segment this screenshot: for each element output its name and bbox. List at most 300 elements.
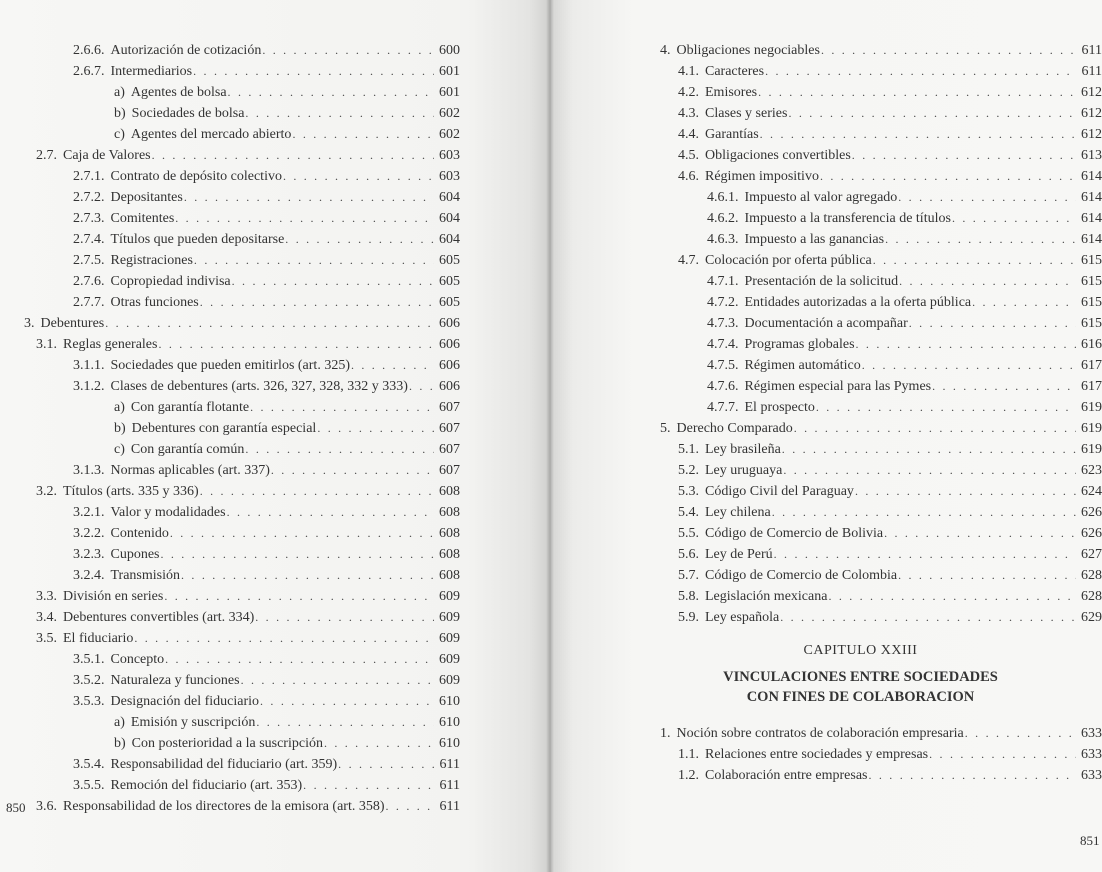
dot-leader <box>820 166 1076 187</box>
toc-entry-page: 601 <box>439 64 460 79</box>
toc-entry-page: 612 <box>1081 106 1102 121</box>
toc-entry-number: 4.7.6. <box>707 379 739 394</box>
dot-leader <box>292 124 434 145</box>
toc-entry-page: 602 <box>439 106 460 121</box>
dot-leader <box>228 82 434 103</box>
toc-entry-page: 626 <box>1081 505 1102 520</box>
toc-entry-number: 3.2. <box>36 484 57 499</box>
toc-entry-title: Ley española <box>705 610 780 625</box>
toc-entry-page: 602 <box>439 127 460 142</box>
toc-entry-number: 3.2.4. <box>73 568 105 583</box>
dot-leader <box>929 744 1076 765</box>
toc-entry-number: a) <box>114 400 125 415</box>
toc-entry-title: Impuesto a las ganancias <box>744 232 885 247</box>
toc-entry-number: 2.7.5. <box>73 253 105 268</box>
toc-entry-title: Con garantía común <box>130 442 245 457</box>
toc-entry <box>36 796 460 817</box>
toc-entry-page: 605 <box>439 253 460 268</box>
toc-entry <box>678 61 1102 82</box>
toc-entry-number: 2.6.6. <box>73 43 105 58</box>
toc-entry <box>73 775 460 796</box>
toc-entry-number: 3.2.3. <box>73 547 105 562</box>
dot-leader <box>898 187 1076 208</box>
toc-entry-number: b) <box>114 421 126 436</box>
toc-entry-title: El fiduciario <box>63 631 134 646</box>
toc-entry-number: 4.7.1. <box>707 274 739 289</box>
left-page-number: 850 <box>6 800 26 815</box>
toc-entry-number: 5.2. <box>678 463 699 478</box>
toc-entry <box>707 376 1102 397</box>
dot-leader <box>780 607 1076 628</box>
toc-entry-title: Agentes del mercado abierto <box>130 127 292 142</box>
toc-entry-number: 3.4. <box>36 610 57 625</box>
toc-entry-title: Legislación mexicana <box>705 589 828 604</box>
toc-entry <box>678 103 1102 124</box>
toc-entry <box>36 607 460 628</box>
dot-leader <box>783 460 1076 481</box>
toc-entry-page: 610 <box>439 715 460 730</box>
toc-entry <box>678 124 1102 145</box>
toc-entry-title: Reglas generales <box>63 337 158 352</box>
toc-entry-page: 606 <box>439 379 460 394</box>
toc-entry-number: 2.7. <box>36 148 57 163</box>
toc-entry-page: 610 <box>439 736 460 751</box>
toc-entry-page: 608 <box>439 526 460 541</box>
dot-leader <box>855 481 1076 502</box>
toc-entry-number: 3. <box>24 316 35 331</box>
toc-entry-number: 5.4. <box>678 505 699 520</box>
toc-entry-number: 5.5. <box>678 526 699 541</box>
toc-entry <box>678 565 1102 586</box>
toc-entry <box>114 82 460 103</box>
toc-entry-page: 633 <box>1081 726 1102 741</box>
toc-entry <box>36 145 460 166</box>
dot-leader <box>788 103 1076 124</box>
toc-entry-title: Autorización de cotización <box>110 43 262 58</box>
toc-entry-page: 609 <box>439 631 460 646</box>
toc-entry-title: Clases de debentures (arts. 326, 327, 328, 332 y 333) <box>110 379 408 394</box>
toc-entry-page: 608 <box>439 547 460 562</box>
dot-leader <box>303 775 434 796</box>
dot-leader <box>200 481 434 502</box>
toc-entry <box>707 208 1102 229</box>
dot-leader <box>351 355 434 376</box>
toc-entry-page: 606 <box>439 316 460 331</box>
toc-entry-number: a) <box>114 85 125 100</box>
toc-entry-number: 1.2. <box>678 768 699 783</box>
toc-entry-page: 612 <box>1081 127 1102 142</box>
toc-entry-title: Contenido <box>110 526 169 541</box>
toc-entry-page: 606 <box>439 358 460 373</box>
toc-entry <box>707 397 1102 418</box>
toc-entry <box>678 523 1102 544</box>
toc-entry <box>73 229 460 250</box>
toc-entry-number: 3.3. <box>36 589 57 604</box>
toc-entry-page: 628 <box>1081 568 1102 583</box>
toc-entry <box>36 481 460 502</box>
toc-entry-number: 4.2. <box>678 85 699 100</box>
toc-entry-title: Títulos que pueden depositarse <box>110 232 285 247</box>
toc-entry-page: 604 <box>439 211 460 226</box>
toc-entry-page: 609 <box>439 673 460 688</box>
toc-entry-page: 608 <box>439 505 460 520</box>
toc-entry <box>707 187 1102 208</box>
toc-entry-page: 608 <box>439 484 460 499</box>
toc-entry <box>678 744 1102 765</box>
toc-entry-title: Transmisión <box>110 568 181 583</box>
toc-entry-title: Agentes de bolsa <box>130 85 227 100</box>
toc-entry <box>73 355 460 376</box>
toc-entry <box>707 292 1102 313</box>
toc-entry-title: Entidades autorizadas a la oferta pública <box>744 295 972 310</box>
dot-leader <box>909 313 1076 334</box>
toc-entry <box>73 250 460 271</box>
toc-entry-page: 629 <box>1081 610 1102 625</box>
toc-entry-title: Impuesto a la transferencia de títulos <box>744 211 951 226</box>
dot-leader <box>262 40 434 61</box>
chapter-label: CAPITULO XXIII <box>803 643 918 658</box>
toc-entry-page: 609 <box>439 589 460 604</box>
toc-entry-title: Con posterioridad a la suscripción <box>131 736 323 751</box>
toc-entry-page: 604 <box>439 232 460 247</box>
toc-entry <box>660 723 1102 744</box>
toc-entry-page: 615 <box>1081 274 1102 289</box>
dot-leader <box>193 61 434 82</box>
toc-entry <box>678 502 1102 523</box>
toc-entry-number: 2.6.7. <box>73 64 105 79</box>
toc-entry-number: 3.5.3. <box>73 694 105 709</box>
toc-entry-page: 607 <box>439 463 460 478</box>
toc-entry-number: 1. <box>660 726 671 741</box>
dot-leader <box>885 229 1076 250</box>
toc-entry-number: 4.4. <box>678 127 699 142</box>
toc-entry <box>73 754 460 775</box>
toc-entry-page: 609 <box>439 652 460 667</box>
toc-entry-number: 2.7.2. <box>73 190 105 205</box>
toc-entry-page: 627 <box>1081 547 1102 562</box>
toc-entry <box>678 439 1102 460</box>
toc-entry <box>114 103 460 124</box>
toc-entry-number: b) <box>114 106 126 121</box>
toc-entry-page: 603 <box>439 148 460 163</box>
toc-entry-number: 4.7.7. <box>707 400 739 415</box>
toc-entry <box>678 544 1102 565</box>
toc-entry-title: Régimen especial para las Pymes <box>744 379 932 394</box>
toc-entry <box>73 208 460 229</box>
toc-entry <box>73 187 460 208</box>
dot-leader <box>158 334 434 355</box>
toc-entry-page: 612 <box>1081 85 1102 100</box>
right-page-number: 851 <box>1080 833 1100 848</box>
dot-leader <box>184 187 434 208</box>
toc-entry <box>73 61 460 82</box>
toc-entry-number: 1.1. <box>678 747 699 762</box>
dot-leader <box>152 145 434 166</box>
toc-entry-title: Caracteres <box>705 64 765 79</box>
toc-entry-title: Intermediarios <box>110 64 193 79</box>
toc-entry <box>114 733 460 754</box>
dot-leader <box>758 82 1076 103</box>
dot-leader <box>255 607 434 628</box>
toc-entry-page: 619 <box>1081 442 1102 457</box>
dot-leader <box>821 40 1076 61</box>
toc-entry-title: Emisores <box>705 85 758 100</box>
toc-entry <box>36 586 460 607</box>
toc-entry-title: Contrato de depósito colectivo <box>110 169 282 184</box>
dot-leader <box>852 145 1076 166</box>
toc-entry-page: 614 <box>1081 190 1102 205</box>
toc-entry-title: Remoción del fiduciario (art. 353) <box>110 778 303 793</box>
toc-entry-page: 611 <box>439 757 460 772</box>
toc-entry-title: El prospecto <box>744 400 815 415</box>
toc-entry-title: Código de Comercio de Colombia <box>705 568 898 583</box>
toc-entry-title: Otras funciones <box>110 295 199 310</box>
dot-leader <box>772 502 1076 523</box>
toc-entry-page: 611 <box>1081 43 1102 58</box>
toc-entry <box>678 586 1102 607</box>
toc-entry <box>707 313 1102 334</box>
toc-entry-title: Colaboración entre empresas <box>705 768 868 783</box>
toc-entry <box>114 439 460 460</box>
dot-leader <box>782 439 1076 460</box>
toc-entry <box>114 124 460 145</box>
toc-entry-title: Ley uruguaya <box>705 463 783 478</box>
dot-leader <box>165 649 434 670</box>
toc-entry-title: Presentación de la solicitud <box>744 274 899 289</box>
toc-entry-page: 607 <box>439 442 460 457</box>
toc-entry <box>678 460 1102 481</box>
toc-entry-number: 5.8. <box>678 589 699 604</box>
toc-entry-title: Debentures <box>40 316 105 331</box>
dot-leader <box>105 313 434 334</box>
toc-entry-number: 5.9. <box>678 610 699 625</box>
toc-entry-page: 603 <box>439 169 460 184</box>
toc-entry-page: 601 <box>439 85 460 100</box>
toc-entry-title: Garantías <box>705 127 759 142</box>
dot-leader <box>161 544 435 565</box>
dot-leader <box>181 565 434 586</box>
dot-leader <box>227 502 434 523</box>
chapter-title-line-1: VINCULACIONES ENTRE SOCIEDADES <box>723 669 998 685</box>
dot-leader <box>816 397 1076 418</box>
dot-leader <box>386 796 434 817</box>
toc-entry-title: Documentación a acompañar <box>744 316 908 331</box>
toc-entry-title: Concepto <box>110 652 165 667</box>
toc-entry-title: Sociedades de bolsa <box>131 106 245 121</box>
toc-entry-title: Responsabilidad de los directores de la emisora (art. 358) <box>63 799 385 814</box>
toc-entry-number: 3.1.2. <box>73 379 105 394</box>
toc-entry-number: 3.5.4. <box>73 757 105 772</box>
toc-entry-number: 4.6.1. <box>707 190 739 205</box>
toc-entry-number: 3.2.2. <box>73 526 105 541</box>
toc-entry-page: 614 <box>1081 211 1102 226</box>
toc-entry-page: 610 <box>439 694 460 709</box>
toc-entry <box>678 481 1102 502</box>
toc-entry-page: 619 <box>1081 400 1102 415</box>
dot-leader <box>283 166 434 187</box>
dot-leader <box>175 208 434 229</box>
toc-entry <box>73 565 460 586</box>
toc-entry-title: Obligaciones negociables <box>676 43 820 58</box>
toc-entry-number: 4.1. <box>678 64 699 79</box>
dot-leader <box>898 565 1076 586</box>
toc-entry <box>114 418 460 439</box>
toc-entry-title: Naturaleza y funciones <box>110 673 240 688</box>
toc-entry-number: 4.7. <box>678 253 699 268</box>
toc-entry-title: Noción sobre contratos de colaboración empresaria <box>676 726 964 741</box>
toc-entry-title: Depositantes <box>110 190 183 205</box>
dot-leader <box>869 765 1077 786</box>
toc-entry-number: 4.6.2. <box>707 211 739 226</box>
toc-entry-page: 611 <box>1081 64 1102 79</box>
toc-entry-title: Responsabilidad del fiduciario (art. 359) <box>110 757 338 772</box>
toc-entry <box>678 765 1102 786</box>
toc-entry-page: 615 <box>1081 253 1102 268</box>
toc-entry <box>660 418 1102 439</box>
toc-entry <box>73 460 460 481</box>
toc-entry-page: 633 <box>1081 747 1102 762</box>
toc-entry-title: Normas aplicables (art. 337) <box>110 463 270 478</box>
dot-leader <box>794 418 1076 439</box>
toc-entry-title: Régimen automático <box>744 358 861 373</box>
toc-entry-title: Con garantía flotante <box>130 400 250 415</box>
book-gutter <box>546 0 554 872</box>
dot-leader <box>760 124 1076 145</box>
toc-entry-title: Colocación por oferta pública <box>705 253 872 268</box>
toc-entry-number: 4.7.3. <box>707 316 739 331</box>
toc-entry <box>73 523 460 544</box>
toc-entry-number: 4.6.3. <box>707 232 739 247</box>
toc-entry-title: Sociedades que pueden emitirlos (art. 325) <box>110 358 350 373</box>
toc-entry <box>73 649 460 670</box>
dot-leader <box>256 712 434 733</box>
toc-entry-page: 617 <box>1081 379 1102 394</box>
dot-leader <box>972 292 1076 313</box>
toc-entry-title: Código Civil del Paraguay <box>705 484 854 499</box>
toc-entry-number: 2.7.7. <box>73 295 105 310</box>
dot-leader <box>856 334 1076 355</box>
dot-leader <box>873 250 1076 271</box>
toc-entry <box>73 271 460 292</box>
toc-entry-title: Copropiedad indivisa <box>110 274 231 289</box>
dot-leader <box>134 628 434 649</box>
dot-leader <box>765 61 1076 82</box>
toc-entry <box>73 544 460 565</box>
dot-leader <box>932 376 1076 397</box>
toc-entry-page: 623 <box>1081 463 1102 478</box>
toc-entry <box>707 334 1102 355</box>
toc-entry-page: 619 <box>1081 421 1102 436</box>
toc-entry-page: 605 <box>439 274 460 289</box>
dot-leader <box>245 439 434 460</box>
toc-entry-title: Derecho Comparado <box>676 421 793 436</box>
toc-entry <box>114 397 460 418</box>
toc-entry-page: 604 <box>439 190 460 205</box>
dot-leader <box>241 670 434 691</box>
toc-entry <box>73 40 460 61</box>
toc-entry-title: Clases y series <box>705 106 788 121</box>
toc-entry <box>707 355 1102 376</box>
dot-leader <box>232 271 434 292</box>
toc-entry-title: Debentures con garantía especial <box>131 421 317 436</box>
toc-entry-number: 2.7.6. <box>73 274 105 289</box>
toc-entry-number: 3.5.5. <box>73 778 105 793</box>
toc-entry-title: Ley de Perú <box>705 547 773 562</box>
toc-entry-title: Debentures convertibles (art. 334) <box>63 610 255 625</box>
toc-entry-number: 5.6. <box>678 547 699 562</box>
dot-leader <box>884 523 1076 544</box>
toc-entry <box>678 82 1102 103</box>
dot-leader <box>338 754 434 775</box>
toc-entry <box>660 40 1102 61</box>
toc-entry-number: 5.7. <box>678 568 699 583</box>
toc-entry-number: 3.2.1. <box>73 505 105 520</box>
toc-entry-page: 611 <box>439 799 460 814</box>
dot-leader <box>324 733 434 754</box>
dot-leader <box>200 292 434 313</box>
toc-entry-title: Emisión y suscripción <box>130 715 256 730</box>
chapter-title-line-2: CON FINES DE COLABORACION <box>746 689 975 705</box>
dot-leader <box>317 418 434 439</box>
toc-entry-title: Relaciones entre sociedades y empresas <box>705 747 929 762</box>
dot-leader <box>271 460 434 481</box>
toc-entry-number: 3.6. <box>36 799 57 814</box>
toc-entry-title: Obligaciones convertibles <box>705 148 851 163</box>
dot-leader <box>862 355 1076 376</box>
toc-entry-page: 611 <box>439 778 460 793</box>
dot-leader <box>194 250 434 271</box>
dot-leader <box>170 523 434 544</box>
toc-entry-title: Programas globales <box>744 337 855 352</box>
toc-entry <box>678 607 1102 628</box>
dot-leader <box>409 376 434 397</box>
dot-leader <box>828 586 1076 607</box>
toc-entry-number: 4.5. <box>678 148 699 163</box>
toc-entry <box>36 628 460 649</box>
toc-entry <box>707 229 1102 250</box>
toc-entry-title: Cupones <box>110 547 160 562</box>
toc-entry-number: 2.7.3. <box>73 211 105 226</box>
toc-entry-page: 626 <box>1081 526 1102 541</box>
toc-entry-page: 605 <box>439 295 460 310</box>
toc-entry <box>114 712 460 733</box>
toc-entry-title: Títulos (arts. 335 y 336) <box>63 484 199 499</box>
toc-entry-number: 3.1. <box>36 337 57 352</box>
dot-leader <box>285 229 434 250</box>
dot-leader <box>774 544 1076 565</box>
toc-entry-page: 606 <box>439 337 460 352</box>
toc-entry-page: 609 <box>439 610 460 625</box>
toc-entry <box>36 334 460 355</box>
toc-entry <box>73 502 460 523</box>
toc-entry-page: 600 <box>439 43 460 58</box>
toc-entry-number: 3.5. <box>36 631 57 646</box>
toc-entry-page: 607 <box>439 421 460 436</box>
toc-entry-title: Valor y modalidades <box>110 505 226 520</box>
toc-entry <box>73 691 460 712</box>
right-page <box>551 0 1102 872</box>
toc-entry-number: 2.7.4. <box>73 232 105 247</box>
toc-entry <box>73 376 460 397</box>
toc-entry-page: 616 <box>1081 337 1102 352</box>
dot-leader <box>164 586 434 607</box>
toc-entry-page: 615 <box>1081 316 1102 331</box>
toc-entry <box>678 166 1102 187</box>
toc-entry-number: b) <box>114 736 126 751</box>
toc-entry-title: Impuesto al valor agregado <box>744 190 898 205</box>
toc-entry-number: c) <box>114 127 125 142</box>
toc-entry-number: 4.7.5. <box>707 358 739 373</box>
